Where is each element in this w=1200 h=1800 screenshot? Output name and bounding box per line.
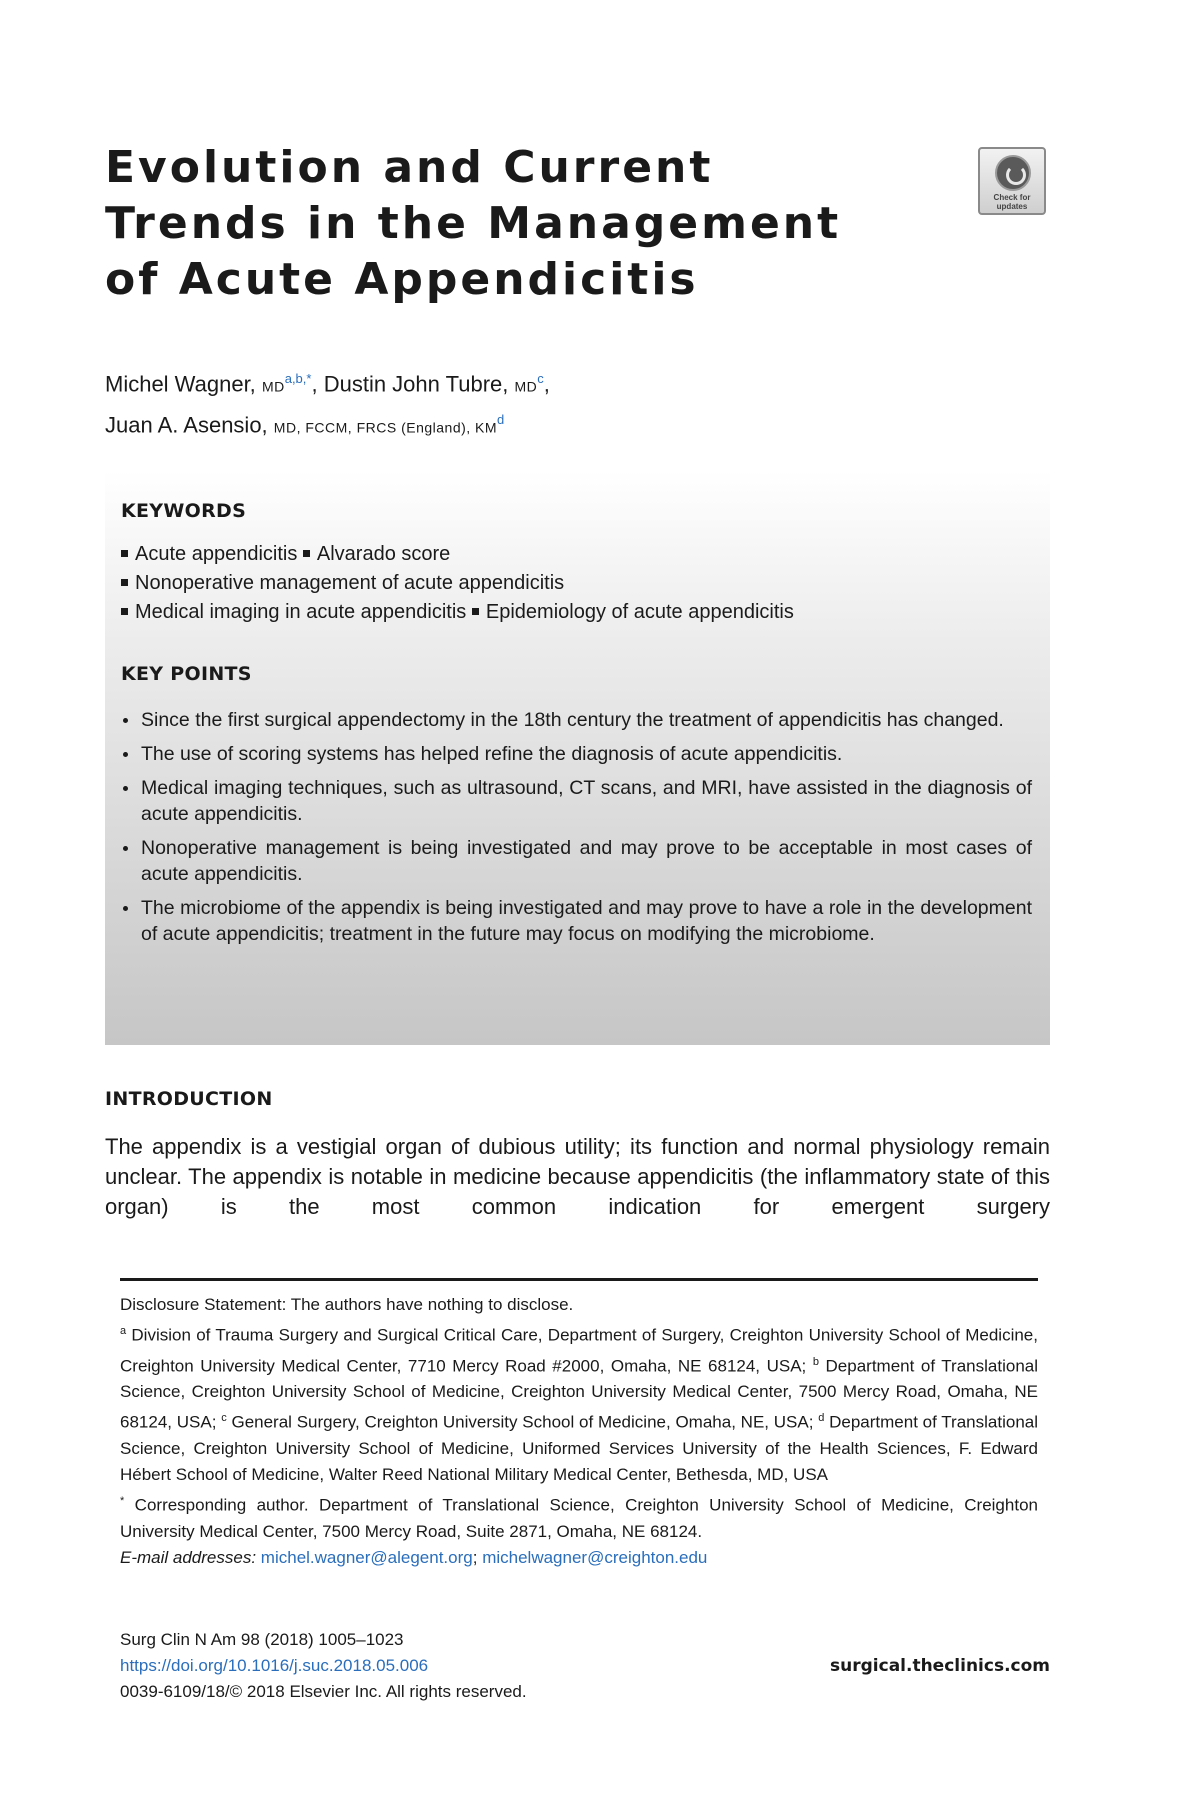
article-title bbox=[105, 140, 905, 308]
crossmark-label: Check for updates bbox=[993, 193, 1031, 211]
author-name: Dustin John Tubre, bbox=[323, 371, 509, 397]
affiliation-marker: b bbox=[812, 1355, 819, 1368]
keyword-line bbox=[121, 598, 1032, 627]
author-affiliation-link[interactable]: a,b,* bbox=[284, 371, 312, 386]
keywords-keypoints-box bbox=[105, 470, 1050, 1045]
author-degree: MD bbox=[514, 378, 538, 395]
corresponding-text: Corresponding author. Department of Translational Science, Creighton University School of Medicine, Creighton University Medical Center, 7500 Mercy Road, Suite 2871, Omaha, NE 68124. bbox=[120, 1495, 1038, 1541]
key-point: Nonoperative management is being investigated and may prove to be acceptable in most cases of acute appendicitis. bbox=[121, 835, 1032, 887]
affiliations bbox=[120, 1318, 1038, 1488]
email-separator: ; bbox=[472, 1547, 478, 1567]
keyword: Alvarado score bbox=[316, 543, 451, 565]
email-link[interactable]: michelwagner@creighton.edu bbox=[482, 1547, 708, 1567]
key-point: Medical imaging techniques, such as ultrasound, CT scans, and MRI, have assisted in the diagnosis of acute appendicitis. bbox=[121, 775, 1032, 827]
square-bullet-icon bbox=[121, 579, 128, 586]
introduction-paragraph: The appendix is a vestigial organ of dubious utility; its function and normal physiology remain unclear. The appendix is notable in medicine because appendicitis (the inflammatory state of this organ) is the most common indication for emergent surgery bbox=[105, 1134, 1050, 1219]
author-degree: MD bbox=[261, 378, 285, 395]
title-line: of Acute Appendicitis bbox=[105, 254, 699, 305]
crossmark-icon bbox=[995, 155, 1031, 191]
keyword: Epidemiology of acute appendicitis bbox=[485, 601, 794, 623]
key-point: The use of scoring systems has helped refine the diagnosis of acute appendicitis. bbox=[121, 741, 1032, 767]
keyword-line bbox=[121, 540, 1032, 569]
keyword: Acute appendicitis bbox=[135, 543, 298, 565]
square-bullet-icon bbox=[303, 550, 310, 557]
introduction-heading: INTRODUCTION bbox=[105, 1088, 273, 1110]
author-degree: MD, FCCM, FRCS (England), KM bbox=[273, 419, 498, 436]
title-line: Trends in the Management bbox=[105, 198, 842, 249]
disclosure-statement: Disclosure Statement: The authors have nothing to disclose. bbox=[120, 1295, 574, 1314]
author-list bbox=[105, 362, 905, 445]
keyword-line bbox=[121, 569, 1032, 598]
key-points-list bbox=[121, 707, 1032, 947]
author-line-1: Michel Wagner, $MD^{a,b,*}$, Dustin John Tubre, $MD^c$, bbox=[105, 371, 550, 397]
affiliation-a: Division of Trauma Surgery and Surgical Critical Care, Department of Surgery, Creighton University School of Medicine, Creighton University Medical Center, 7710 Mercy Road #2000, Omaha, NE 68124, USA; bbox=[120, 1325, 1038, 1376]
keywords-heading: KEYWORDS bbox=[121, 500, 247, 522]
affiliation-marker: a bbox=[120, 1325, 127, 1337]
author-affiliation-link[interactable]: c bbox=[537, 371, 544, 386]
affiliation-marker: c bbox=[221, 1412, 227, 1425]
corresponding-marker: * bbox=[120, 1494, 125, 1507]
key-point: Since the first surgical appendectomy in the 18th century the treatment of appendicitis has changed. bbox=[121, 707, 1032, 733]
journal-website-link[interactable]: surgical.theclinics.com bbox=[830, 1656, 1050, 1676]
affiliation-c: General Surgery, Creighton University School of Medicine, Omaha, NE, USA; bbox=[231, 1412, 814, 1432]
author-line-2 bbox=[105, 403, 905, 444]
email-link[interactable]: michel.wagner@alegent.org bbox=[260, 1547, 473, 1567]
doi-link[interactable]: https://doi.org/10.1016/j.suc.2018.05.006 bbox=[120, 1656, 429, 1675]
author-affiliation-link[interactable]: d bbox=[497, 412, 505, 428]
email-line bbox=[120, 1545, 1038, 1571]
check-for-updates-button[interactable] bbox=[978, 147, 1046, 215]
journal-citation: Surg Clin N Am 98 (2018) 1005–1023 bbox=[120, 1630, 404, 1649]
footnotes bbox=[120, 1292, 1038, 1571]
square-bullet-icon bbox=[472, 608, 479, 615]
affiliation-d: Department of Translational Science, Creighton University School of Medicine, Uniformed Services University of the Health Sciences, F. Edward Hébert School of Medicine, Walter Reed National Military Medical Center, Bethesda, MD, USA bbox=[120, 1412, 1038, 1484]
square-bullet-icon bbox=[121, 550, 128, 557]
author-name: Juan A. Asensio, bbox=[105, 412, 268, 438]
footnote-divider bbox=[120, 1278, 1038, 1281]
key-point: The microbiome of the appendix is being investigated and may prove to have a role in the development of acute appendicitis; treatment in the future may focus on modifying the microbiome. bbox=[121, 895, 1032, 947]
copyright: 0039-6109/18/© 2018 Elsevier Inc. All rights reserved. bbox=[120, 1682, 527, 1701]
email-label: E-mail addresses: bbox=[120, 1547, 257, 1567]
corresponding-author bbox=[120, 1488, 1038, 1545]
square-bullet-icon bbox=[121, 608, 128, 615]
keyword: Medical imaging in acute appendicitis bbox=[135, 601, 467, 623]
key-points-heading: KEY POINTS bbox=[121, 663, 252, 685]
affiliation-marker: d bbox=[818, 1412, 825, 1425]
affiliation-b: Department of Translational Science, Creighton University School of Medicine, Creighton University Medical Center, 7500 Mercy Road, Omaha, NE 68124, USA; bbox=[120, 1356, 1038, 1432]
author-name: Michel Wagner, bbox=[105, 371, 256, 397]
title-line: Evolution and Current bbox=[105, 142, 714, 193]
keyword: Nonoperative management of acute appendicitis bbox=[135, 572, 565, 594]
